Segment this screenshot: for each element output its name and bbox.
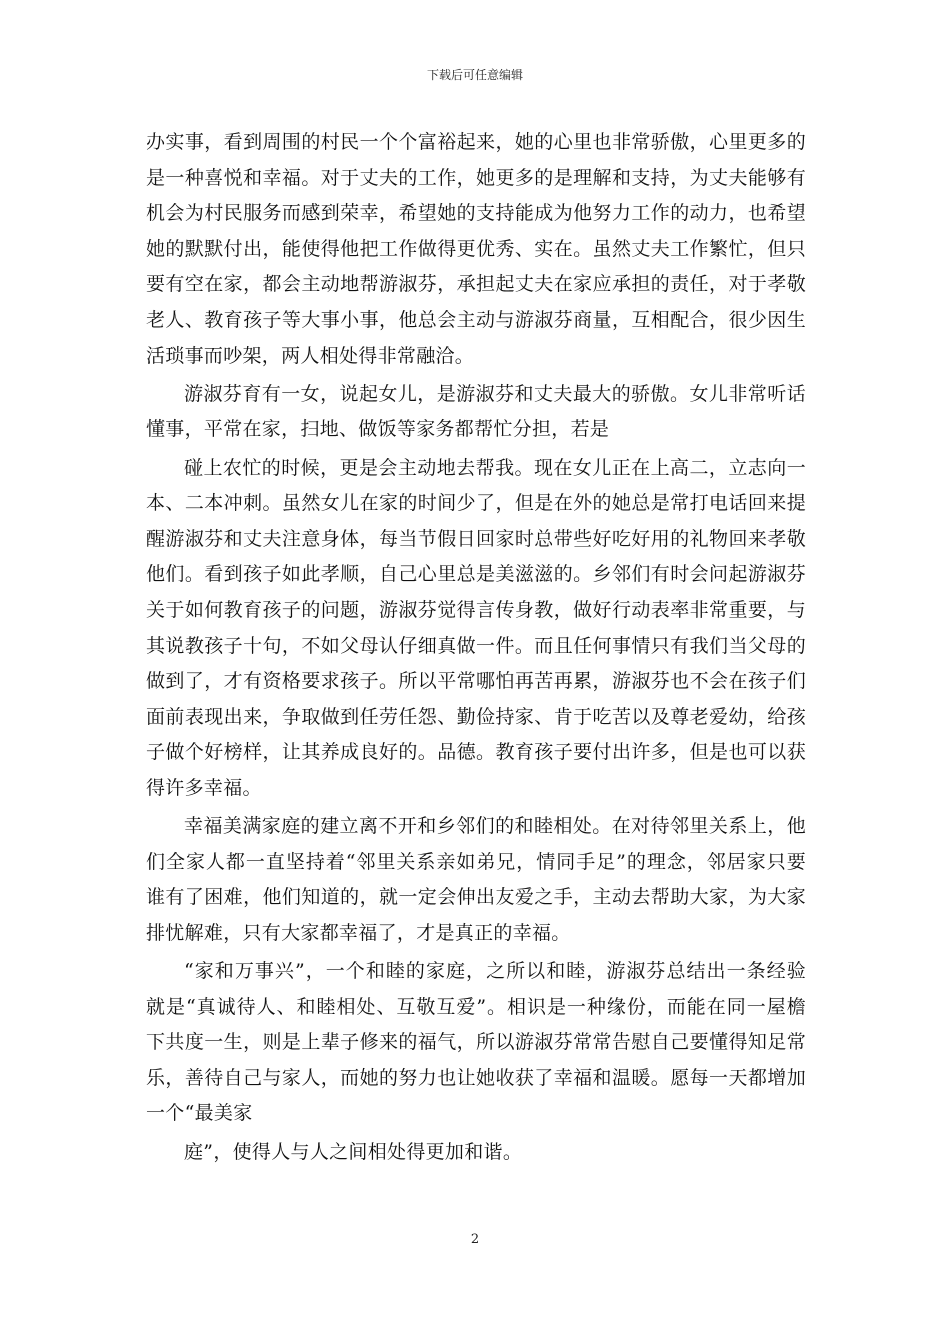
page-header: 下载后可任意编辑 — [426, 68, 523, 82]
text-line: 他们。看到孩子如此孝顺，自己心里总是美滋滋的。乡邻们有时会问起游淑芬 — [146, 563, 806, 586]
text-line: 醒游淑芬和丈夫注意身体，每当节假日回家时总带些好吃好用的礼物回来孝敬 — [146, 527, 806, 550]
paragraph — [146, 1135, 806, 1171]
text-line: 得许多幸福。 — [146, 776, 262, 799]
text-line: 庭”，使得人与人之间相处得更加和谐。 — [184, 1140, 523, 1163]
text-line: 懂事，平常在家，扫地、做饭等家务都帮忙分担，若是 — [146, 418, 610, 441]
text-line: 本、二本冲刺。虽然女儿在家的时间少了，但是在外的她总是常打电话回来提 — [146, 492, 806, 515]
text-line: 她的默默付出，能使得他把工作做得更优秀、实在。虽然丈夫工作繁忙，但只 — [146, 237, 806, 260]
paragraph — [146, 809, 806, 951]
paragraph — [146, 125, 806, 374]
text-line: 碰上农忙的时候，更是会主动地去帮我。现在女儿正在上高二，立志向一 — [184, 456, 806, 479]
text-line: 其说教孩子十句，不如父母认仔细真做一件。而且任何事情只有我们当父母的 — [146, 634, 806, 657]
paragraph — [146, 451, 806, 807]
text-line: 机会为村民服务而感到荣幸，希望她的支持能成为他努力工作的动力，也希望 — [146, 202, 806, 225]
text-line: 游淑芬育有一女，说起女儿，是游淑芬和丈夫最大的骄傲。女儿非常听话 — [184, 382, 806, 405]
text-line: 老人、教育孩子等大事小事，他总会主动与游淑芬商量，互相配合，很少因生 — [146, 308, 806, 331]
text-line: 幸福美满家庭的建立离不开和乡邻们的和睦相处。在对待邻里关系上，他 — [184, 815, 806, 838]
text-line: 关于如何教育孩子的问题，游淑芬觉得言传身教，做好行动表率非常重要，与 — [146, 598, 806, 621]
text-line: 面前表现出来，争取做到任劳任怨、勤俭持家、肯于吃苦以及尊老爱幼，给孩 — [146, 705, 806, 728]
text-line: 是一种喜悦和幸福。对于丈夫的工作，她更多的是理解和支持，为丈夫能够有 — [146, 166, 806, 189]
page-number: 2 — [470, 1232, 480, 1247]
paragraph — [146, 954, 806, 1132]
text-line: 乐，善待自己与家人，而她的努力也让她收获了幸福和温暖。愿每一天都增加 — [146, 1066, 806, 1089]
text-line: 下共度一生，则是上辈子修来的福气，所以游淑芬常常告慰自己要懂得知足常 — [146, 1031, 806, 1054]
text-line: 一个“最美家 — [146, 1102, 253, 1125]
text-line: “家和万事兴”，一个和睦的家庭，之所以和睦，游淑芬总结出一条经验 — [184, 960, 806, 983]
paragraph — [146, 377, 806, 448]
text-line: 要有空在家，都会主动地帮游淑芬，承担起丈夫在家应承担的责任，对于孝敬 — [146, 273, 806, 296]
text-line: 就是“真诚待人、和睦相处、互敬互爱”。相识是一种缘份，而能在同一屋檐 — [146, 995, 806, 1018]
text-line: 办实事，看到周围的村民一个个富裕起来，她的心里也非常骄傲，心里更多的 — [146, 131, 806, 153]
text-line: 活琐事而吵架，两人相处得非常融洽。 — [146, 344, 475, 367]
text-line: 子做个好榜样，让其养成良好的。品德。教育孩子要付出许多，但是也可以获 — [146, 741, 806, 764]
text-line: 谁有了困难，他们知道的，就一定会伸出友爱之手，主动去帮助大家，为大家 — [146, 886, 806, 909]
text-line: 们全家人都一直坚持着“邻里关系亲如弟兄，情同手足”的理念，邻居家只要 — [146, 850, 806, 873]
document-body — [146, 125, 806, 1170]
text-line: 排忧解难，只有大家都幸福了，才是真正的幸福。 — [146, 921, 571, 944]
text-line: 做到了，才有资格要求孩子。所以平常哪怕再苦再累，游淑芬也不会在孩子们 — [146, 670, 806, 693]
